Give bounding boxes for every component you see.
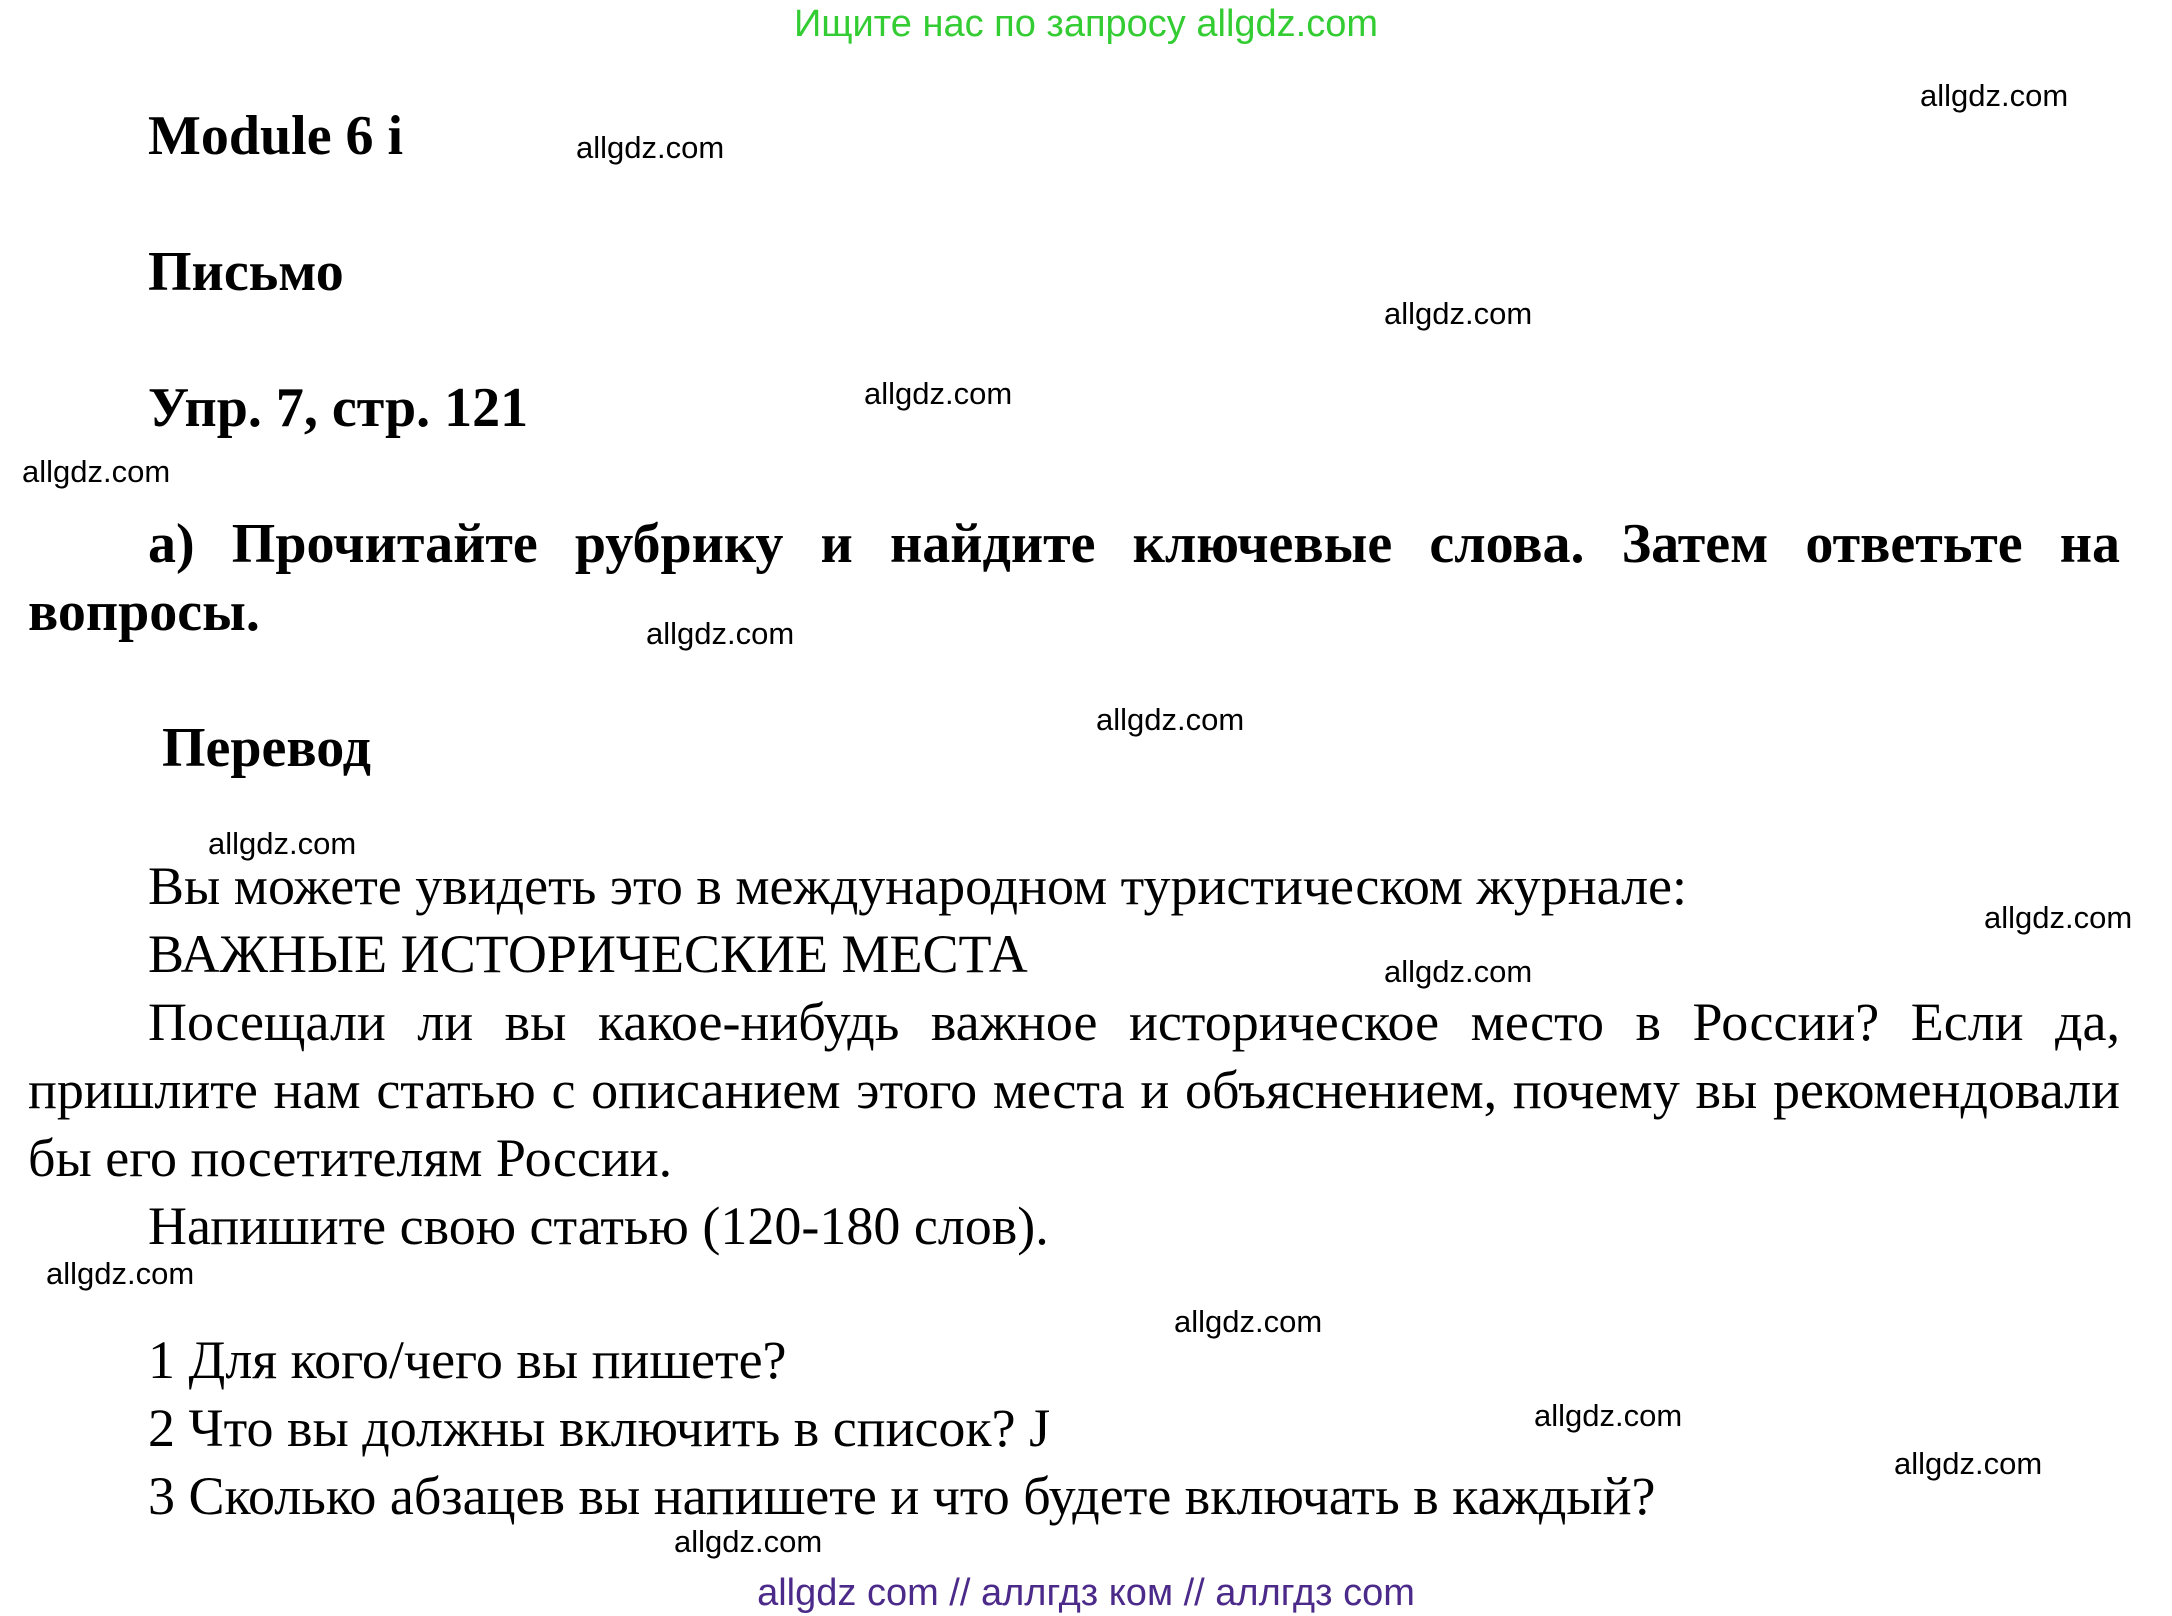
exercise-number: Упр. 7, стр. 121	[148, 377, 529, 439]
question-1: 1 Для кого/чего вы пишете?	[148, 1330, 787, 1390]
watermark: allgdz.com	[1096, 702, 1245, 737]
watermark: allgdz.com	[674, 1524, 823, 1559]
top-banner: Ищите нас по запросу allgdz.com	[793, 3, 1378, 45]
watermark: allgdz.com	[646, 616, 795, 651]
watermark: allgdz.com	[1920, 78, 2069, 113]
watermark: allgdz.com	[22, 454, 171, 489]
watermark: allgdz.com	[1174, 1304, 1323, 1339]
watermark: allgdz.com	[1384, 954, 1533, 989]
watermark: allgdz.com	[1534, 1398, 1683, 1433]
watermark: allgdz.com	[1984, 900, 2133, 935]
watermark: allgdz.com	[576, 130, 725, 165]
watermark: allgdz.com	[864, 376, 1013, 411]
intro-line: Вы можете увидеть это в международном туристическом журнале:	[148, 856, 1688, 916]
section-title: Письмо	[148, 241, 344, 303]
question-3: 3 Сколько абзацев вы напишете и что будете включать в каждый?	[148, 1466, 1656, 1526]
task-instruction: а) Прочитайте рубрику и найдите ключевые слова. Затем ответьте на вопросы.	[28, 513, 2120, 643]
watermark: allgdz.com	[1384, 296, 1533, 331]
writing-instruction: Напишите свою статью (120-180 слов).	[148, 1196, 1049, 1256]
translation-heading: Перевод	[162, 717, 371, 779]
watermark: allgdz.com	[208, 826, 357, 861]
watermark: allgdz.com	[1894, 1446, 2043, 1481]
rubric-title: ВАЖНЫЕ ИСТОРИЧЕСКИЕ МЕСТА	[148, 924, 1028, 984]
footer-links: allgdz com // аллгдз ком // аллгдз com	[757, 1572, 1415, 1614]
module-title: Module 6 i	[148, 105, 404, 167]
question-2: 2 Что вы должны включить в список? J	[148, 1398, 1051, 1458]
rubric-text: Посещали ли вы какое-нибудь важное историческое место в России? Если да, пришлите нам статью с описанием этого места и объяснением, почему вы рекомендовали бы его посетителям России.	[28, 992, 2120, 1188]
watermark: allgdz.com	[46, 1256, 195, 1291]
